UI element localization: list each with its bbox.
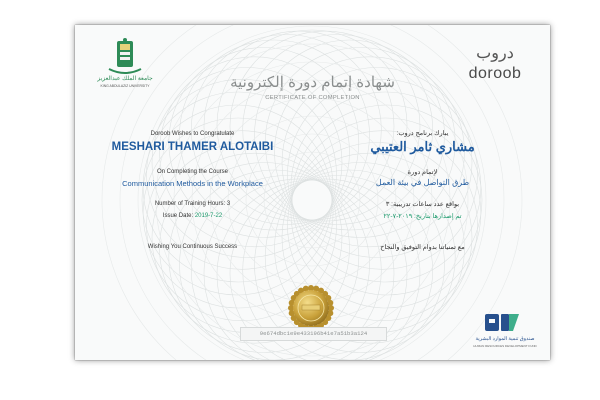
certificate-title-ar: شهادة إتمام دورة إلكترونية: [230, 74, 395, 91]
recipient-name-en: MESHARI THAMER ALOTAIBI: [111, 141, 274, 153]
doroob-logo-ar: دروب: [476, 45, 514, 62]
course-name-en: Communication Methods in the Workplace: [122, 179, 263, 188]
issue-date-ar: تم إصدارها بتاريخ: ٢٠١٩-٧-٢٢: [383, 213, 462, 220]
certificate: [75, 25, 550, 360]
certificate-hash[interactable]: 9e674dbc1e9e433196b41e7a51b3a124: [240, 327, 387, 341]
certificate-title-en: CERTIFICATE OF COMPLETION: [265, 95, 360, 101]
completing-course-en: On Completing the Course: [156, 169, 229, 175]
issue-date-label-en: Issue Date:: [162, 213, 194, 219]
university-name-ar: جامعة الملك عبدالعزيز: [97, 76, 153, 82]
university-name-en: KING ABDULAZIZ UNIVERSITY: [100, 84, 150, 88]
hrdf-emblem-icon: [483, 311, 523, 335]
training-hours-en: Number of Training Hours: 3: [154, 201, 231, 207]
doroob-logo-en: doroob: [468, 65, 522, 82]
issue-date-en: [85, 213, 300, 219]
wish-ar: مع تمنياتنا بدوام التوفيق والنجاح: [380, 244, 465, 251]
recipient-name-ar: مشاري ثامر العتيبي: [370, 139, 475, 154]
gold-seal-icon: [287, 284, 335, 332]
hrdf-logo: [475, 311, 535, 353]
hrdf-name-en: HUMAN RESOURCES DEVELOPMENT FUND: [473, 344, 537, 348]
hrdf-name-ar: صندوق تنمية الموارد البشرية: [475, 336, 535, 342]
completing-course-ar: لإتمام دورة: [407, 169, 438, 176]
congratulate-en: Doroob Wishes to Congratulate: [150, 131, 235, 137]
congratulate-ar: يبارك برنامج دروب:: [396, 130, 449, 137]
issue-date-value-en: 2019-7-22: [194, 213, 223, 219]
course-name-ar: طرق التواصل في بيئة العمل: [375, 178, 470, 187]
training-hours-ar: بواقع عدد ساعات تدريبية: ٣: [385, 201, 460, 208]
university-emblem-icon: [95, 37, 155, 77]
wish-en: Wishing You Continuous Success: [147, 244, 238, 250]
